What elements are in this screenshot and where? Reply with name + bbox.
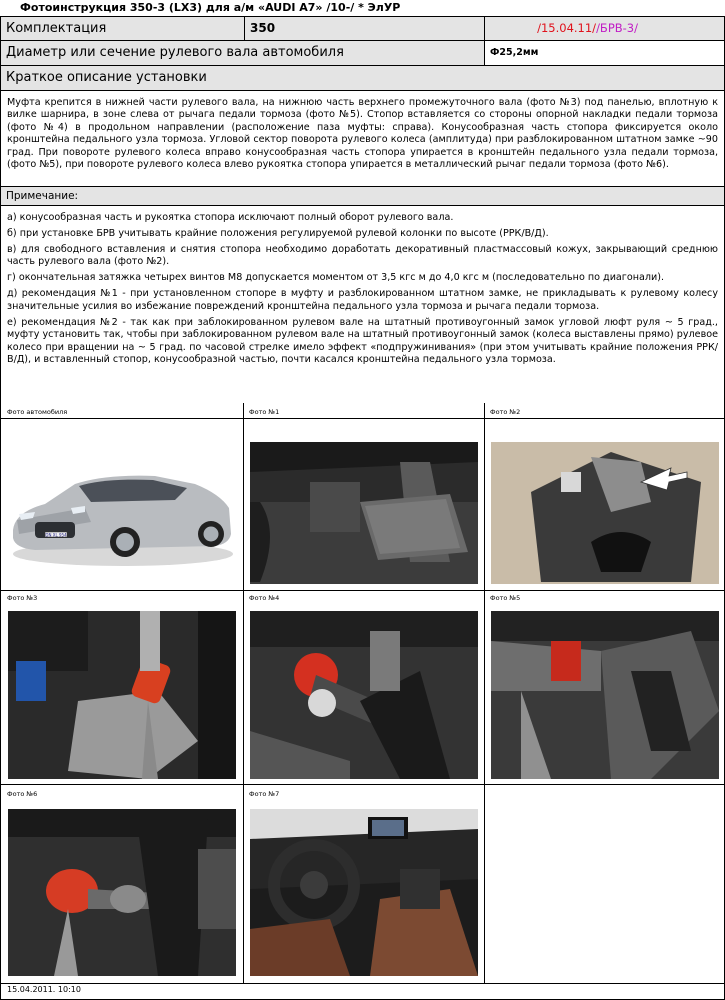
notes-list <box>7 212 718 370</box>
grid-divider <box>1 784 724 785</box>
photo-3 <box>8 611 236 779</box>
note-item: а) конусообразная часть и рукоятка стопора исключают полный оборот рулевого вала. <box>7 212 454 223</box>
grid-divider <box>484 403 485 983</box>
notes-heading-row <box>1 187 724 206</box>
photo-7 <box>250 809 478 976</box>
instruction-sheet <box>0 16 725 1000</box>
notes-row <box>1 206 724 419</box>
revision-info <box>484 17 724 40</box>
photo-caption: Фото №2 <box>490 408 521 416</box>
shaft-diameter-row <box>1 41 724 66</box>
photo-caption: Фото автомобиля <box>7 408 68 416</box>
photo-4 <box>250 611 478 779</box>
note-item: г) окончательная затяжка четырех винтов М8 допускается моментом от 3,5 кгс м до 4,0 кгс м (последовательно по диагонали). <box>7 272 665 284</box>
notes-heading: Примечание: <box>6 190 79 202</box>
photo-caption: Фото №5 <box>490 594 521 602</box>
install-heading-row <box>1 66 724 91</box>
photo-caption: Фото №6 <box>7 790 38 798</box>
install-description-row <box>1 91 724 187</box>
grid-divider <box>1 590 724 591</box>
photo-5 <box>491 611 719 779</box>
photo-6 <box>8 809 236 976</box>
car-photo <box>5 442 237 577</box>
configuration-label: Комплектация <box>6 21 107 36</box>
photo-caption: Фото №7 <box>249 790 280 798</box>
revision-date: /15.04.11/ <box>537 21 597 35</box>
note-item: б) при установке БРВ учитывать крайние положения регулируемой рулевой колонки по высоте (РРК/В/Д). <box>7 228 549 239</box>
license-plate: DN XL 954 <box>45 532 67 538</box>
grid-divider <box>1 983 724 984</box>
revision-code: /БРВ-3/ <box>596 21 638 35</box>
configuration-value: 350 <box>244 17 484 40</box>
photo-caption: Фото №3 <box>7 594 38 602</box>
shaft-diameter-value: Ф25,2мм <box>484 41 724 65</box>
grid-divider <box>243 403 244 983</box>
shaft-diameter-label: Диаметр или сечение рулевого вала автомобиля <box>6 45 344 60</box>
photo-1 <box>250 442 478 584</box>
configuration-row <box>1 17 724 41</box>
install-description: Муфта крепится в нижней части рулевого вала, на нижнюю часть верхнего промежуточного вала (фото №3) под панелью, вплотную к вилке шарнира, в зоне слева от рычага педали тормоза (фото №5). Стопор вставляется со стороны опорной накладки педали тормоза (фото №4) в продольном направлении (расположение паза муфты: справа). Конусообразная часть стопора фиксируется около кронштейна педального узла тормоза. Угловой сектор поворота рулевого колеса (амплитуда) при разблокированном штатном замке ~90 град. При повороте рулевого колеса вправо конусообразная часть стопора упирается в кронштейн педального узла педали тормоза, (фото №5), при повороте рулевого колеса влево рукоятка стопора упирается в металлический рычаг педали тормоза (фото №6). <box>7 97 718 171</box>
print-timestamp: 15.04.2011. 10:10 <box>7 985 81 994</box>
photo-caption: Фото №1 <box>249 408 280 416</box>
photo-2 <box>491 442 719 584</box>
note-item: в) для свободного вставления и снятия стопора необходимо доработать декоративный пластмассовый кожух, закрывающий среднюю часть рулевого вала (фото №2). <box>7 244 718 268</box>
install-heading: Краткое описание установки <box>6 70 207 85</box>
photo-caption: Фото №4 <box>249 594 280 602</box>
page-title: Фотоинструкция 350-3 (LX3) для а/м «AUDI A7» /10-/ * ЭлУР <box>20 1 401 14</box>
note-item: е) рекомендация №2 - так как при заблокированном рулевом вале на штатный противоугонный замок угловой люфт руля ~ 5 град., муфту установить так, чтобы при заблокированном рулевом вале на штатный противоугонный замок (колеса выставлены прямо) рулевое колесо при вращении на ~ 5 град. по часовой стрелке имело эффект «подпружинивания» (при этом учитывать крайние положения РРК/В/Д), и вставленный стопор, конусообразной частью, почти касался кронштейна педального узла тормоза. <box>7 316 718 366</box>
note-item: д) рекомендация №1 - при установленном стопоре в муфту и разблокированном штатном замке, не прикладывать к рулевому колесу значительные усилия во избежание повреждений кронштейна педального узла тормоза и рычага педали тормоза. <box>7 288 718 312</box>
